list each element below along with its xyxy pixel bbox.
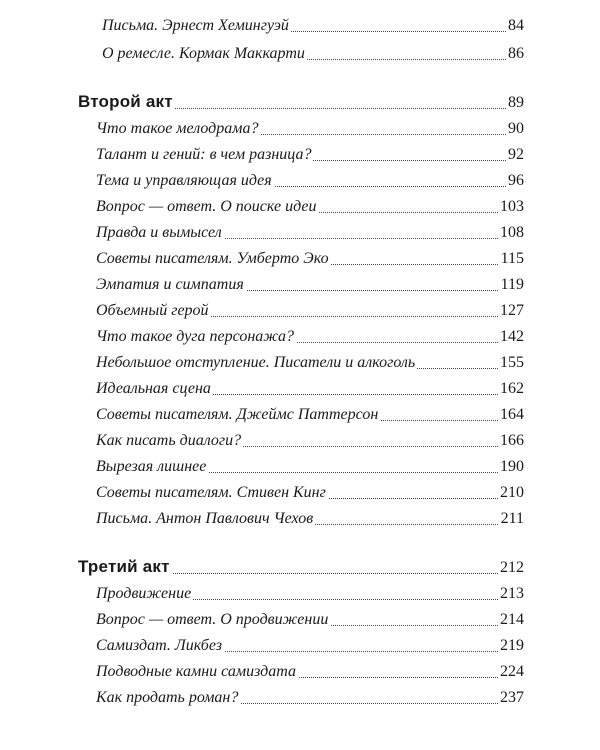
toc-entry-title: Вырезая лишнее [96,458,207,475]
toc-entry [0,325,600,349]
toc-entry-page: 213 [500,585,524,602]
toc-entry-page: 84 [508,17,524,34]
section-page: 89 [508,94,524,111]
toc-entry [0,299,600,323]
toc-entry [0,582,600,606]
toc-entry-title: Эмпатия и симпатия [96,276,244,293]
toc-entry [0,143,600,167]
toc-entry-page: 164 [500,406,524,423]
toc-entry-title: Самиздат. Ликбез [96,637,222,654]
toc-entry-title: Идеальная сцена [96,380,211,397]
toc-entry-page: 214 [500,611,524,628]
toc-entry-page: 92 [508,146,524,163]
toc-entry [0,403,600,427]
toc-entry-title: Объемный герой [96,302,209,319]
toc-entry-title: Вопрос — ответ. О продвижении [96,611,329,628]
toc-entry-page: 211 [500,510,524,527]
toc-entry-page: 162 [500,380,524,397]
toc-entry [0,686,600,710]
toc-entry-page: 115 [500,250,524,267]
toc-entry-title: Что такое мелодрама? [96,120,259,137]
section-title: Второй акт [78,92,173,111]
toc-entry-page: 108 [500,224,524,241]
toc-section-act3 [0,556,600,580]
toc-entry-page: 219 [500,637,524,654]
toc-entry [0,481,600,505]
section-page: 212 [500,559,524,576]
toc-entry-title: Правда и вымысел [96,224,222,241]
toc-section-act2 [0,91,600,115]
toc-entry-page: 224 [500,663,524,680]
toc-entry-page: 103 [500,198,524,215]
toc-entry [0,42,600,66]
toc-entry [0,169,600,193]
toc-entry [0,660,600,684]
toc-entry-title: Продвижение [96,585,192,602]
toc-entry [0,247,600,271]
toc-entry-page: 210 [500,484,524,501]
toc-entry-title: Талант и гений: в чем разница? [96,146,312,163]
toc-entry [0,608,600,632]
toc-entry [0,634,600,658]
section-title: Третий акт [78,557,170,576]
toc-entry [0,14,600,38]
toc-entry [0,429,600,453]
toc-entry-page: 119 [500,276,524,293]
toc-entry-title: Как продать роман? [96,689,239,706]
toc-entry-title: Письма. Эрнест Хемингуэй [102,17,289,34]
toc-entry-title: Небольшое отступление. Писатели и алкоголь [96,354,416,371]
toc-entry-title: Советы писателям. Джеймс Паттерсон [96,406,379,423]
toc-entry [0,273,600,297]
toc-entry [0,455,600,479]
toc-entry-title: Вопрос — ответ. О поиске идеи [96,198,317,215]
toc-entry-title: Советы писателям. Умберто Эко [96,250,329,267]
toc-entry-title: Что такое дуга персонажа? [96,328,294,345]
toc-entry-page: 237 [500,689,524,706]
toc-entry-title: Советы писателям. Стивен Кинг [96,484,326,501]
toc-entry-title: О ремесле. Кормак Маккарти [102,45,305,62]
toc-entry [0,507,600,531]
toc-entry-title: Как писать диалоги? [96,432,242,449]
toc-entry-page: 155 [500,354,524,371]
toc-entry-page: 96 [508,172,524,189]
toc-entry [0,221,600,245]
toc-entry-title: Подводные камни самиздата [96,663,296,680]
toc-entry [0,377,600,401]
toc-entry [0,351,600,375]
toc-entry-title: Письма. Антон Павлович Чехов [96,510,314,527]
toc-entry [0,117,600,141]
toc-entry-title: Тема и управляющая идея [96,172,272,189]
toc-entry-page: 127 [500,302,524,319]
toc-entry-page: 166 [500,432,524,449]
toc-entry-page: 86 [508,45,524,62]
toc-entry-page: 142 [500,328,524,345]
toc-entry-page: 190 [500,458,524,475]
toc-entry [0,195,600,219]
toc-entry-page: 90 [508,120,524,137]
